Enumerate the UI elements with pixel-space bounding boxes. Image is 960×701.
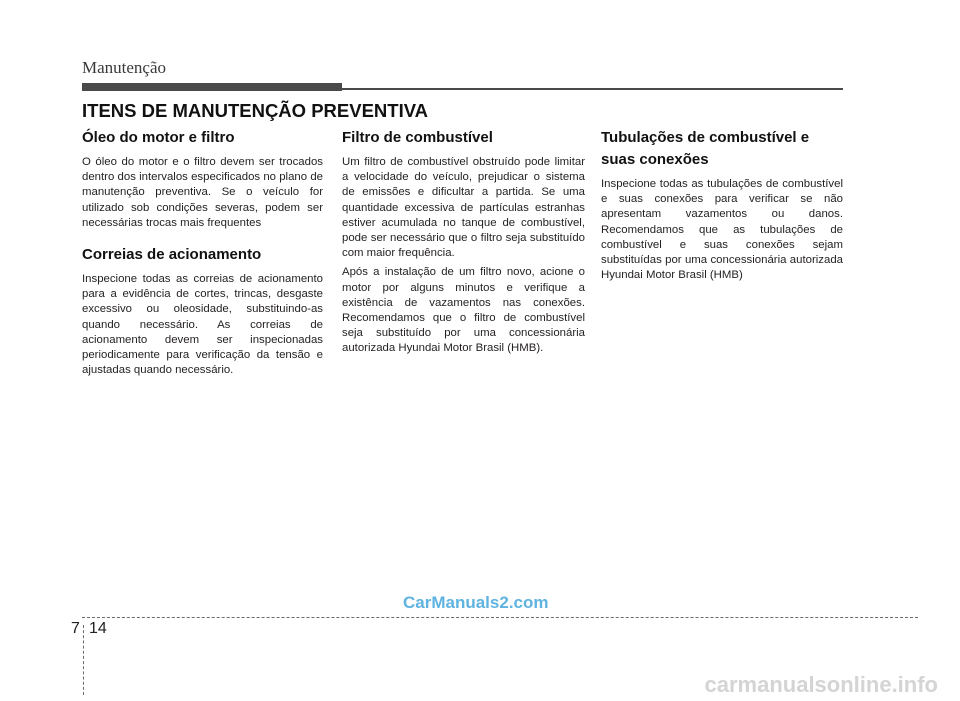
- paragraph: Inspecione todas as tubulações de combustível e suas conexões para verificar se não apresentam vazamentos ou danos. Recomendamos que as tubulações de combustível e suas conexões sejam substituídas por uma concessionária autorizada Hyundai Motor Brasil (HMB): [601, 178, 843, 282]
- column-1: [82, 127, 323, 391]
- chapter-title: Manutenção: [82, 58, 167, 77]
- paragraph: Um filtro de combustível obstruído pode limitar a velocidade do veículo, prejudicar o sistema de emissões e dificultar a partida. Se uma quantidade excessiva de partículas estranhas estiver acumulada no tanque de combustível, pode ser necessário que o filtro seja substituído com maior frequência.: [342, 156, 585, 260]
- paragraph: Inspecione todas as correias de acionamento para a evidência de cortes, trincas, desgaste excessivo ou oleosidade, substituindo-as quando necessário. As correias de acionamento devem ser inspecionadas periodicamente para verificação da tensão e ajustadas quando necessário.: [82, 273, 323, 377]
- section-heading: Tubulações de combustível e suas conexões: [601, 129, 810, 168]
- section-heading: Filtro de combustível: [342, 129, 493, 146]
- column-3: [601, 127, 843, 296]
- footer-divider: [82, 617, 918, 618]
- watermark-carmanualsonline[interactable]: carmanualsonline.info: [704, 672, 938, 697]
- header-bar-thin: [342, 88, 843, 90]
- section-fuel-lines: [601, 127, 843, 283]
- page-number-divider: [83, 625, 84, 695]
- section-heading: Correias de acionamento: [82, 246, 262, 264]
- paragraph: O óleo do motor e o filtro devem ser trocados dentro dos intervalos especificados no plano de manutenção preventiva. Se o veículo for utilizado sob condições severas, podem ser necessárias trocas mais frequentes: [82, 156, 323, 229]
- watermark-carmanuals2[interactable]: CarManuals2.com: [403, 593, 549, 612]
- section-heading: Óleo do motor e filtro: [82, 129, 235, 146]
- section-engine-oil: [82, 127, 323, 231]
- column-2: [342, 127, 585, 370]
- section-title: ITENS DE MANUTENÇÃO PREVENTIVA: [82, 100, 429, 121]
- paragraph: Após a instalação de um filtro novo, acione o motor por alguns minutos e verifique a existência de vazamentos nas conexões. Recomendamos que o filtro de combustível seja substituído por uma concessionária autorizada Hyundai Motor Brasil (HMB).: [342, 266, 585, 355]
- page-number: 14: [89, 620, 107, 637]
- section-drive-belts: [82, 244, 323, 378]
- header-bar-thick: [82, 83, 342, 91]
- page-chapter-number: 7: [71, 620, 80, 637]
- section-fuel-filter: [342, 127, 585, 357]
